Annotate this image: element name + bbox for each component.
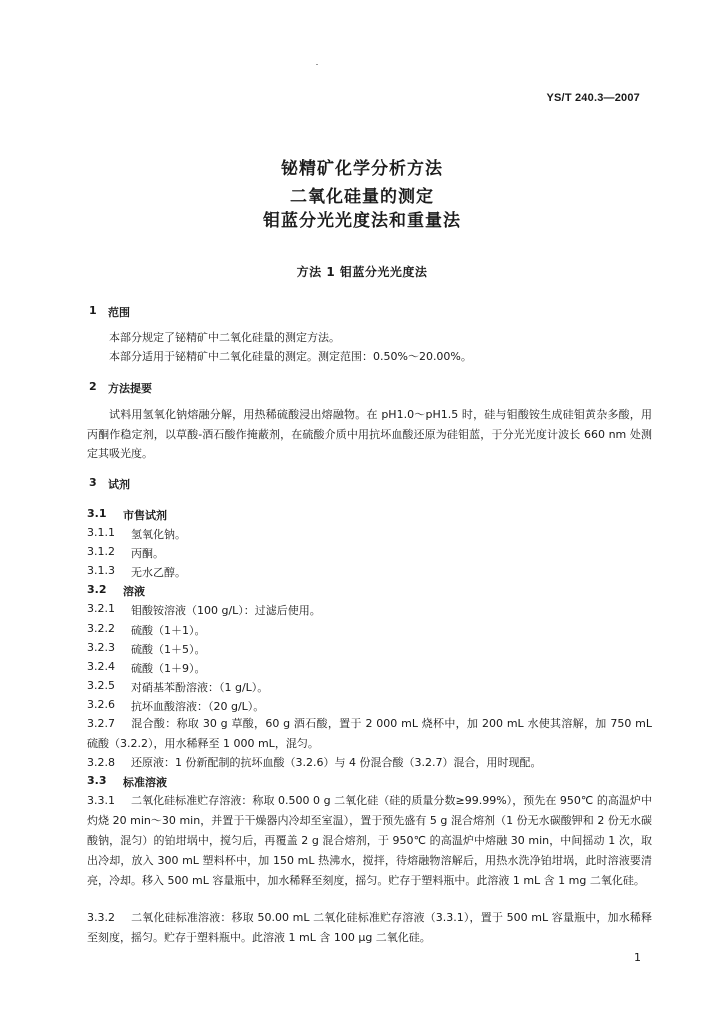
item-3-2-3-number: 3.2.3 (87, 641, 115, 654)
item-3-3-1-text: 二氧化硅标准贮存溶液：称取 0.500 0 g 二氧化硅（硅的质量分数≥99.99%），预先在 950℃ 的高温炉中灼烧 20 min～30 min，并置于干燥器内冷却至室温），置于预先盛有 5 g 混合熔剂（1 份无水碳酸钾和 2 份无水碳酸钠，混匀）的铂坩埚中，搅匀后，再覆盖 2 g 混合熔剂，于 950℃ 的高温炉中熔融 30 min，中间摇动 1 次，取出冷却，放入 300 mL 塑料杯中，加 150 mL 热沸水，搅拌，待熔融物溶解后，用热水洗净铂坩埚，此时溶液要清亮，冷却。移入 500 mL 容量瓶中，加水稀释至刻度，摇匀。贮存于塑料瓶中。此溶液 1 mL 含 1 mg 二氧化硅。 (87, 794, 652, 887)
document-title-line-3: 钼蓝分光光度法和重量法 (263, 211, 461, 231)
item-3-2-number: 3.2 (87, 583, 107, 596)
section-2-number: 2 (89, 380, 97, 393)
item-3-1-2-text: 丙酮。 (131, 547, 164, 560)
document-title-line-1: 铋精矿化学分析方法 (281, 159, 443, 179)
item-3-2-7 (87, 714, 652, 754)
section-2-body: 试料用氢氧化钠熔融分解，用热稀硫酸浸出熔融物。在 pH1.0～pH1.5 时，硅与钼酸铵生成硅钼黄杂多酸，用丙酮作稳定剂，以草酸-酒石酸作掩蔽剂，在硫酸介质中用抗坏血酸还原为硅钼蓝，于分光光度计波长 660 nm 处测定其吸光度。 (87, 408, 652, 460)
page-number: 1 (634, 951, 641, 964)
item-3-1-3-number: 3.1.3 (87, 564, 115, 577)
item-3-3-2-number: 3.3.2 (87, 911, 115, 924)
item-3-2-8-number: 3.2.8 (87, 756, 115, 769)
item-3-1-text: 市售试剂 (123, 509, 167, 522)
standard-code: YS/T 240.3—2007 (546, 92, 640, 104)
section-1-title: 范围 (108, 306, 130, 319)
item-3-2-2-number: 3.2.2 (87, 622, 115, 635)
section-3-title: 试剂 (108, 478, 130, 491)
item-3-2-7-number: 3.2.7 (87, 717, 115, 730)
item-3-2-1-text: 钼酸铵溶液（100 g/L）：过滤后使用。 (131, 604, 321, 617)
item-3-1-2-number: 3.1.2 (87, 545, 115, 558)
item-3-1-3-text: 无水乙醇。 (131, 566, 186, 579)
item-3-1-number: 3.1 (87, 507, 107, 520)
section-3-number: 3 (89, 476, 97, 489)
item-3-2-5-text: 对硝基苯酚溶液：（1 g/L）。 (131, 681, 269, 694)
item-3-3-2-text: 二氧化硅标准溶液：移取 50.00 mL 二氧化硅标准贮存溶液（3.3.1），置于 500 mL 容量瓶中，加水稀释至刻度，摇匀。贮存于塑料瓶中。此溶液 1 mL 含 100 μg 二氧化硅。 (87, 911, 652, 944)
item-3-2-3-text: 硫酸（1＋5）。 (131, 643, 206, 656)
item-3-2-7-text: 混合酸：称取 30 g 草酸，60 g 酒石酸，置于 2 000 mL 烧杯中，加 200 mL 水使其溶解，加 750 mL 硫酸（3.2.2），用水稀释至 1 000 mL，混匀。 (87, 717, 652, 750)
method-title: 方法 1 钼蓝分光光度法 (296, 265, 428, 279)
item-3-3-number: 3.3 (87, 774, 107, 787)
item-3-2-1-number: 3.2.1 (87, 602, 115, 615)
item-3-2-4-number: 3.2.4 (87, 660, 115, 673)
item-3-2-4-text: 硫酸（1＋9）。 (131, 662, 206, 675)
section-1-paragraph-2: 本部分适用于铋精矿中二氧化硅量的测定。测定范围：0.50%～20.00%。 (109, 350, 472, 363)
item-3-2-8-text: 还原液：1 份新配制的抗坏血酸（3.2.6）与 4 份混合酸（3.2.7）混合，用时现配。 (131, 756, 542, 769)
item-3-2-text: 溶液 (123, 585, 145, 598)
item-3-2-2-text: 硫酸（1＋1）。 (131, 624, 206, 637)
item-3-3-1-number: 3.3.1 (87, 794, 115, 807)
item-3-1-1-number: 3.1.1 (87, 526, 115, 539)
item-3-2-6-text: 抗坏血酸溶液：（20 g/L）。 (131, 700, 265, 713)
section-2-title: 方法提要 (108, 382, 152, 395)
section-1-paragraph-1: 本部分规定了铋精矿中二氧化硅量的测定方法。 (109, 331, 340, 344)
document-title-line-2: 二氧化硅量的测定 (290, 187, 434, 207)
item-3-1-1-text: 氢氧化钠。 (131, 528, 186, 541)
item-3-3-text: 标准溶液 (123, 776, 167, 789)
item-3-3-2 (87, 908, 652, 948)
item-3-2-5-number: 3.2.5 (87, 679, 115, 692)
scan-artifact-dot (316, 64, 318, 65)
item-3-2-6-number: 3.2.6 (87, 698, 115, 711)
item-3-3-1 (87, 791, 652, 891)
section-1-number: 1 (89, 304, 97, 317)
item-3-2-8 (87, 753, 652, 773)
